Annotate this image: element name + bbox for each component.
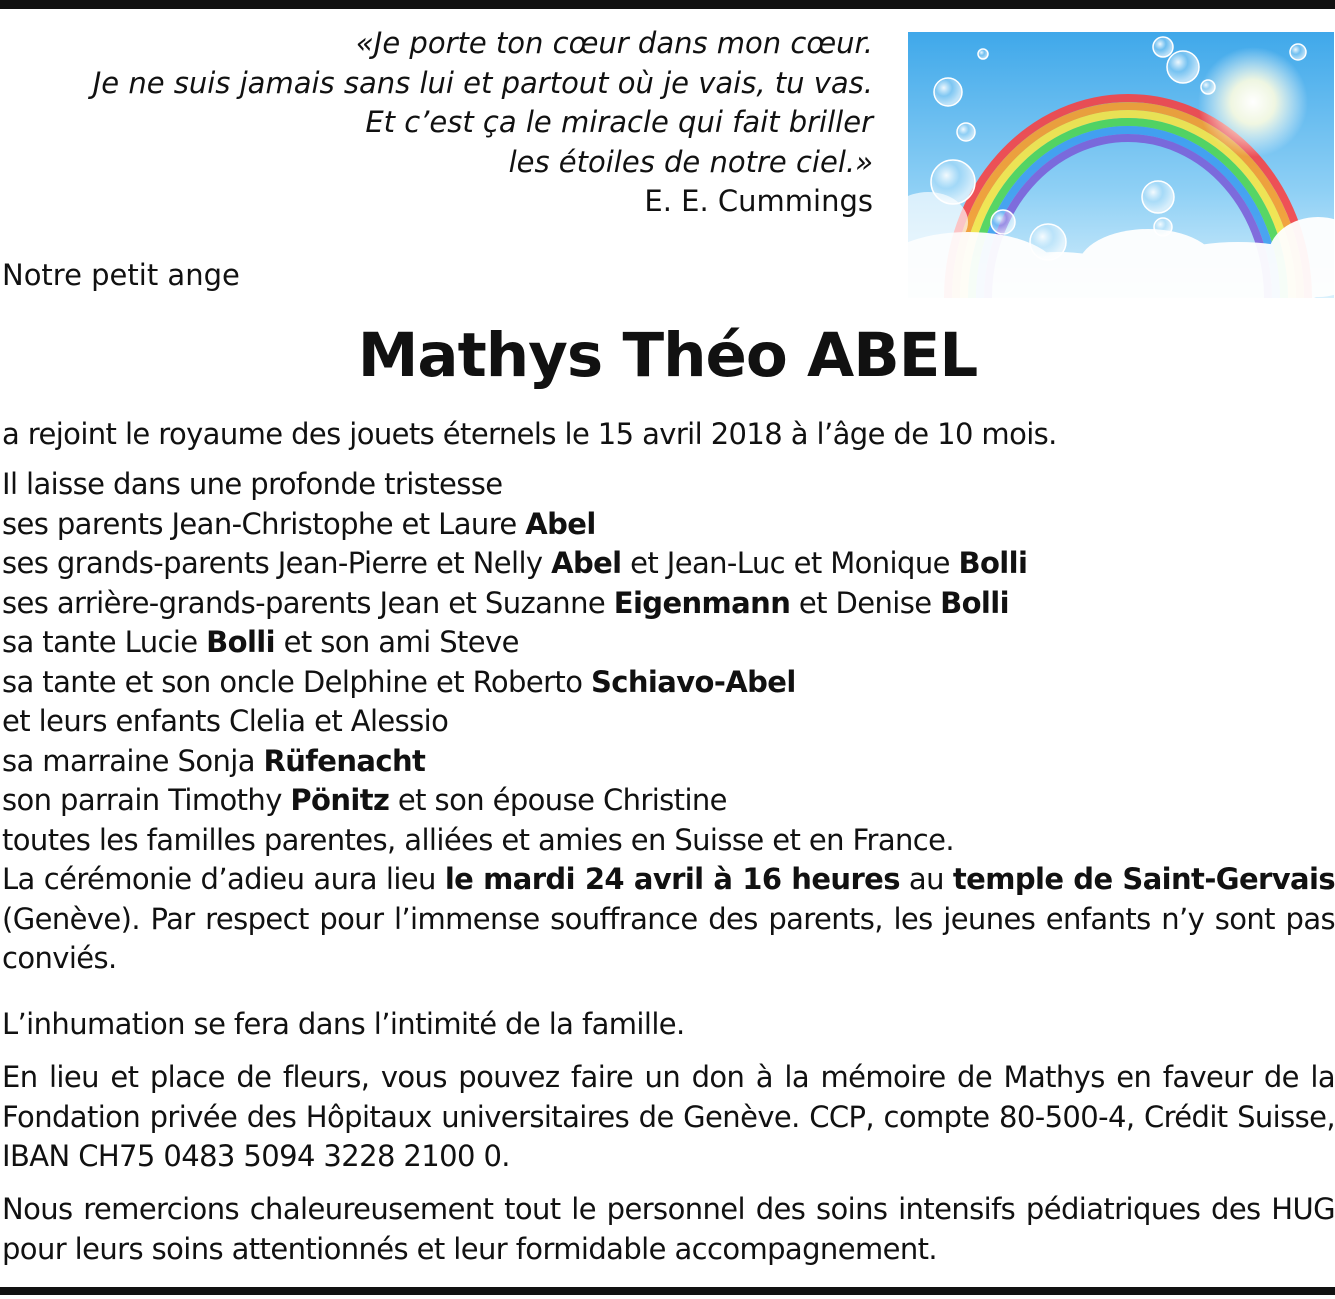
burial-paragraph: L’inhumation se fera dans l’intimité de la famille. bbox=[2, 1007, 685, 1041]
family-list bbox=[2, 465, 1335, 860]
family-line: toutes les familles parentes, alliées et amies en Suisse et en France. bbox=[2, 822, 954, 857]
quote-line: Et c’est ça le miracle qui fait briller bbox=[365, 105, 873, 139]
rainbow-clouds-bubbles-image bbox=[908, 32, 1334, 298]
quote-block bbox=[13, 24, 873, 222]
family-line: ses grands-parents Jean-Pierre et Nelly Abel et Jean-Luc et Monique Bolli bbox=[2, 546, 1028, 580]
ceremony-paragraph: La cérémonie d’adieu aura lieu le mardi 24 avril à 16 heures au temple de Saint-Gervais (Genève). Par respect pour l’immense souffrance des parents, les jeunes enfants n’y sont pas conviés. bbox=[2, 862, 1335, 975]
family-line: son parrain Timothy Pönitz et son épouse Christine bbox=[2, 783, 727, 817]
family-line: sa tante Lucie Bolli et son ami Steve bbox=[2, 625, 519, 659]
bottom-rule bbox=[0, 1287, 1335, 1295]
quote-line: les étoiles de notre ciel.» bbox=[508, 144, 873, 179]
deceased-name: Mathys Théo ABEL bbox=[357, 320, 978, 391]
thanks-paragraph: Nous remercions chaleureusement tout le personnel des soins intensifs pédiatriques des HUG pour leurs soins attentionnés et leur formidable accompagnement. bbox=[2, 1192, 1335, 1266]
donation-paragraph: En lieu et place de fleurs, vous pouvez faire un don à la mémoire de Mathys en faveur de la Fondation privée des Hôpitaux universitaires de Genève. CCP, compte 80-500-4, Crédit Suisse, IBAN CH75 0483 5094 3228 2100 0. bbox=[2, 1060, 1335, 1173]
family-line: sa marraine Sonja Rüfenacht bbox=[2, 743, 426, 778]
family-line: et leurs enfants Clelia et Alessio bbox=[2, 704, 449, 738]
rainbow-image-svg bbox=[908, 32, 1334, 298]
family-line: sa tante et son oncle Delphine et Roberto Schiavo-Abel bbox=[2, 664, 796, 699]
family-line: ses arrière-grands-parents Jean et Suzanne Eigenmann et Denise Bolli bbox=[2, 585, 1009, 620]
quote-author: E. E. Cummings bbox=[644, 184, 873, 218]
intro-text: Notre petit ange bbox=[2, 258, 240, 292]
quote-line: Je ne suis jamais sans lui et partout où je vais, tu vas. bbox=[92, 65, 873, 100]
family-line: ses parents Jean-Christophe et Laure Abel bbox=[2, 506, 596, 541]
top-rule bbox=[0, 0, 1335, 9]
announcement: a rejoint le royaume des jouets éternels le 15 avril 2018 à l’âge de 10 mois. bbox=[2, 417, 1057, 451]
family-line: Il laisse dans une profonde tristesse bbox=[2, 467, 503, 501]
quote-line: «Je porte ton cœur dans mon cœur. bbox=[355, 26, 873, 60]
